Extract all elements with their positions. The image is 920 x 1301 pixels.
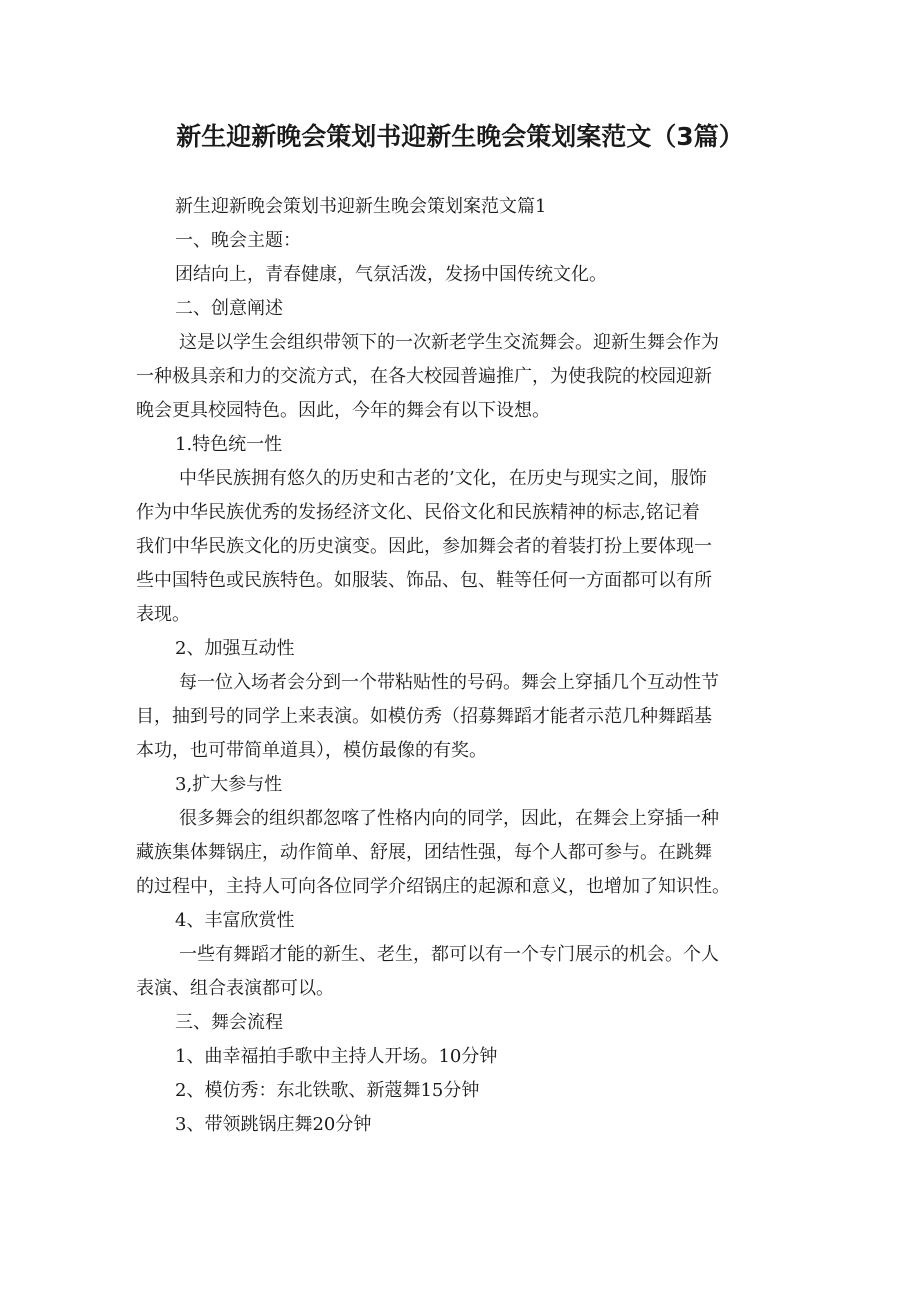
paragraph-text-line: 的过程中，主持人可向各位同学介绍锅庄的起源和意义，也增加了知识性。 [136, 876, 730, 897]
paragraph-text-line: 我们中华民族文化的历史演变。因此，参加舞会者的着装打扮上要体现一 [136, 536, 712, 557]
document-title: 新生迎新晚会策划书迎新生晚会策划案范文（3篇） [176, 122, 744, 151]
paragraph-text-line: 表演、组合表演都可以。 [136, 978, 334, 999]
paragraph-text-line: 晚会更具校园特色。因此，今年的舞会有以下设想。 [136, 400, 550, 421]
document-body [136, 190, 796, 1142]
paragraph-line: 3、带领跳锅庄舞20分钟 [175, 1114, 372, 1135]
paragraph-line: 2、加强互动性 [175, 638, 295, 659]
paragraph-text-line: 藏族集体舞锅庄，动作简单、舒展，团结性强，每个人都可参与。在跳舞 [136, 842, 712, 863]
paragraph-text-line: 很多舞会的组织都忽喀了性格内向的同学，因此，在舞会上穿插一种 [179, 808, 719, 829]
paragraph-line: 新生迎新晚会策划书迎新生晚会策划案范文篇1 [175, 196, 547, 217]
paragraph-text-line: 每一位入场者会分到一个带粘贴性的号码。舞会上穿插几个互动性节 [179, 672, 719, 693]
paragraph-text-line: 本功，也可带简单道具），模仿最像的有奖。 [136, 740, 487, 761]
paragraph-text-line: 目，抽到号的同学上来表演。如模仿秀（招募舞蹈才能者示范几种舞蹈基 [136, 706, 712, 727]
paragraph-text-line: 表现。 [136, 604, 190, 625]
paragraph-line: 团结向上，青春健康，气氛活泼，发扬中国传统文化。 [175, 264, 607, 285]
paragraph-text-line: 一些有舞蹈才能的新生、老生，都可以有一个专门展示的机会。个人 [179, 944, 719, 965]
paragraph-line: 一、晚会主题： [175, 230, 301, 251]
paragraph-text-line: 这是以学生会组织带领下的一次新老学生交流舞会。迎新生舞会作为 [179, 332, 719, 353]
paragraph-line: 2、模仿秀：东北铁歌、新蔻舞15分钟 [175, 1080, 480, 1101]
paragraph-text-line: 些中国特色或民族特色。如服装、饰品、包、鞋等任何一方面都可以有所 [136, 570, 712, 591]
paragraph-text-line: 中华民族拥有悠久的历史和古老的’文化，在历史与现实之间，服饰 [179, 468, 707, 489]
paragraph-block [136, 802, 796, 904]
paragraph-block [136, 938, 796, 1006]
paragraph-line: 1.特色统一性 [175, 434, 283, 455]
paragraph-text-line: 作为中华民族优秀的发扬经济文化、民俗文化和民族精神的标志,铭记着 [136, 502, 700, 523]
paragraph-block [136, 666, 796, 768]
paragraph-text-line: 一种极具亲和力的交流方式，在各大校园普遍推广，为使我院的校园迎新 [136, 366, 712, 387]
paragraph-line: 4、丰富欣赏性 [175, 910, 295, 931]
paragraph-line: 3,扩大参与性 [175, 774, 283, 795]
paragraph-line: 三、舞会流程 [175, 1012, 283, 1033]
paragraph-line: 二、创意阐述 [175, 298, 283, 319]
paragraph-block [136, 326, 796, 428]
paragraph-line: 1、曲幸福拍手歌中主持人开场。10分钟 [175, 1046, 498, 1067]
paragraph-block [136, 462, 796, 632]
